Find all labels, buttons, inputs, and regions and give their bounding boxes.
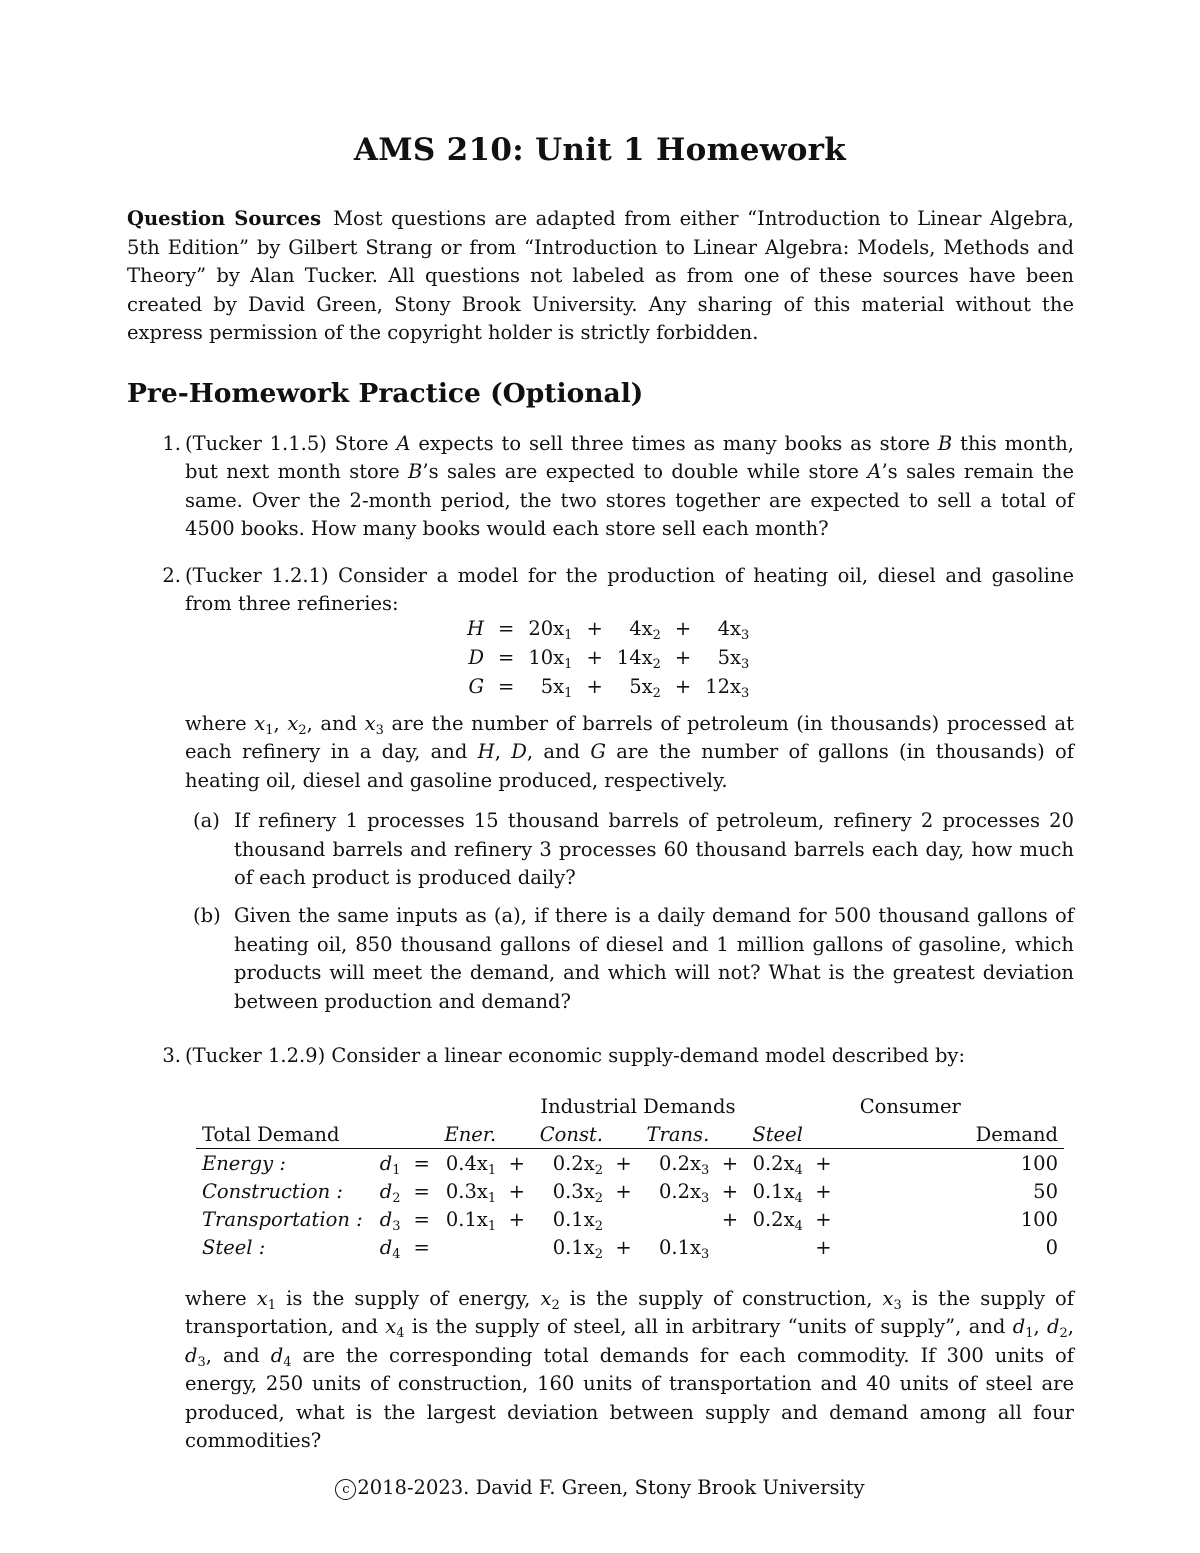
question-sources-paragraph <box>127 205 1074 348</box>
question-1-text: (Tucker 1.1.5) Store A expects to sell three times as many books as store B this month, but next month store B’s sales are expected to double while store A’s sales remain the same. Over the 2-month period, the two stores together are expected to sell a total of 4500 books. How many books would each store sell each month? <box>185 432 1075 541</box>
question-2-continued <box>127 710 1074 1016</box>
table-row: Transportation : $d_3$ = $0.1x_1$ + $0.1x_2$ + $0.2x_4$ + 100 <box>202 1207 1058 1234</box>
part-a-text: If refinery 1 processes 15 thousand barrels of petroleum, refinery 2 processes 20 thousand barrels and refinery 3 processes 60 thousand barrels each day, how much of each product is produced daily? <box>234 809 1074 890</box>
page-title: AMS 210: Unit 1 Homework <box>353 132 847 168</box>
question-2-part-b <box>185 902 1074 1016</box>
consumer-header: Consumer <box>859 1094 961 1118</box>
supply-demand-table <box>196 1092 1064 1261</box>
table-row: Steel : $d_4$ = $0.1x_2$ + $0.1x_3$ + 0 <box>202 1235 1058 1262</box>
question-3-where-text: where $x_1$ is the supply of energy, $x_2$ is the supply of construction, $x_3$ is the supply of transportation, and $x_4$ is the supply of steel, all in arbitrary “units of supply”, and $d_1$, $d_2$, $d_3$, and $d_4$ are the corresponding total demands for each commodity. If 300 units of energy, 250 units of construction, 160 units of transportation and 40 units of steel are produced, what is the largest deviation between supply and demand among all four commodities? <box>185 1287 1075 1453</box>
copyright-icon: c <box>335 1479 356 1500</box>
question-2 <box>127 562 1074 619</box>
question-3 <box>127 1042 1074 1070</box>
question-2-intro: (Tucker 1.2.1) Consider a model for the production of heating oil, diesel and gasoline from three refineries: <box>185 564 1074 616</box>
section-title: Pre-Homework Practice (Optional) <box>127 378 644 409</box>
refinery-equations <box>460 614 756 701</box>
question-2-part-a <box>185 807 1074 892</box>
question-1 <box>127 430 1074 544</box>
question-number: 3. <box>162 1044 181 1067</box>
steel-header: Steel <box>752 1122 803 1146</box>
table-header-row <box>196 1092 1064 1120</box>
part-label: (b) <box>193 904 221 928</box>
question-3-continued <box>127 1285 1074 1455</box>
industrial-demands-header: Industrial Demands <box>540 1094 736 1118</box>
total-demand-header: Total Demand <box>196 1120 374 1149</box>
table-row: Construction : $d_2$ = $0.3x_1$ + $0.3x_2$ + $0.2x_3$ + $0.1x_4$ + 50 <box>202 1179 1058 1206</box>
demand-header: Demand <box>967 1120 1064 1149</box>
copyright-footer <box>0 1476 1200 1500</box>
equation-row: D = $10x_1$ + $14x_2$ + $5x_3$ <box>468 646 750 672</box>
question-3-intro: (Tucker 1.2.9) Consider a linear economic supply-demand model described by: <box>185 1044 966 1067</box>
question-2-where-text: where $x_1$, $x_2$, and $x_3$ are the number of barrels of petroleum (in thousands) processed at each refinery in a day, and H, D, and G are the number of gallons (in thousands) of heating oil, diesel and gasoline produced, respectively. <box>185 712 1074 792</box>
sources-heading: Question Sources <box>127 207 322 230</box>
trans-header: Trans. <box>646 1122 710 1146</box>
question-number: 1. <box>162 432 181 455</box>
const-header: Const. <box>539 1122 603 1146</box>
part-b-text: Given the same inputs as (a), if there is a daily demand for 500 thousand gallons of heating oil, 850 thousand gallons of diesel and 1 million gallons of gasoline, which products will meet the demand, and which will not? What is the greatest deviation between production and demand? <box>234 904 1074 1013</box>
ener-header: Ener. <box>444 1122 497 1146</box>
part-label: (a) <box>193 809 220 833</box>
equation-row: H = $20x_1$ + $4x_2$ + $4x_3$ <box>467 617 750 643</box>
table-row: Energy : $d_1$ = $0.4x_1$ + $0.2x_2$ + $0.2x_3$ + $0.2x_4$ + 100 <box>202 1151 1058 1178</box>
sources-text: Most questions are adapted from either “Introduction to Linear Algebra, 5th Edition” by Gilbert Strang or from “Introduction to Linear Algebra: Models, Methods and Theory” by Alan Tucker. All questions not labeled as from one of these sources have been created by David Green, Stony Brook University. Any sharing of this material without the express permission of the copyright holder is strictly forbidden. <box>127 207 1074 344</box>
question-number: 2. <box>162 564 181 587</box>
table-header-row <box>196 1120 1064 1149</box>
footer-text: 2018-2023. David F. Green, Stony Brook University <box>357 1476 865 1499</box>
equation-row: G = $5x_1$ + $5x_2$ + $12x_3$ <box>468 675 750 701</box>
